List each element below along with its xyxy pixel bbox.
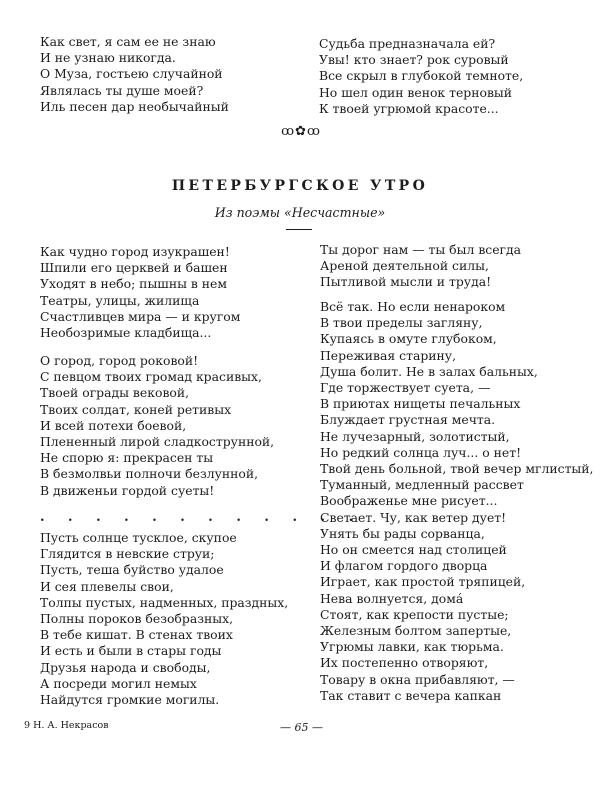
verse-line: В движеньи гордой суеты!	[40, 482, 215, 498]
verse-line: Все скрыл в глубокой темноте,	[319, 68, 524, 84]
omission-dots: . . . . . . . . . . . .	[40, 510, 363, 525]
verse-line: Светает. Чу, как ветер дует!	[320, 509, 507, 525]
verse-line: Стоят, как крепости пустые;	[320, 606, 509, 622]
verse-line: А посреди могил немых	[40, 675, 197, 691]
right-column-stanza-1	[320, 242, 521, 291]
verse-line: Воображенье мне рисует...	[320, 493, 498, 509]
verse-line: Уходят в небо; пышны в нем	[40, 276, 228, 292]
verse-line: Пытливой мысли и труда!	[320, 274, 492, 290]
poem-title: ПЕТЕРБУРГСКОЕ УТРО	[171, 178, 429, 194]
right-column-stanza-2	[320, 299, 594, 704]
verse-line: Толпы пустых, надменных, праздных,	[40, 594, 289, 610]
verse-line: Твоих солдат, коней ретивых	[40, 401, 232, 417]
verse-line: Но он смеется над столицей	[320, 542, 507, 558]
verse-line: Нева волнуется, домá	[320, 590, 464, 606]
verse-line: Так ставит с вечера капкан	[320, 687, 502, 703]
verse-line: Железным болтом запертые,	[320, 623, 512, 639]
verse-line: Плененный лирой сладкострунной,	[40, 434, 275, 450]
verse-line: Пусть солнце тусклое, скупое	[40, 530, 237, 545]
verse-line: Найдутся громкие могилы.	[40, 692, 220, 708]
verse-line: О Муза, гостьею случайной	[40, 66, 223, 82]
verse-line: Не спорю я: прекрасен ты	[40, 450, 214, 466]
left-column-stanza-1	[40, 244, 240, 341]
verse-line: Являлась ты душе моей?	[40, 82, 204, 98]
title-divider	[286, 229, 312, 230]
verse-line: Судьба предназначала ей?	[319, 36, 496, 51]
verse-line: Где торжествует суета, —	[320, 380, 491, 396]
verse-line: В тебе кишат. В стенах твоих	[40, 627, 233, 643]
verse-line: Переживая старину,	[320, 347, 457, 363]
verse-line: Как чудно город изукрашен!	[40, 244, 230, 259]
verse-line: Театры, улицы, жилища	[40, 292, 200, 308]
page-number: — 65 —	[280, 721, 323, 734]
verse-line: И есть и были в стары годы	[40, 643, 222, 659]
verse-line: Унять бы рады сорванца,	[320, 525, 485, 541]
verse-line: Счастливцев мира — и кругом	[40, 308, 241, 324]
verse-line: Но редкий солнца луч... о нет!	[320, 444, 522, 460]
verse-line: Твоей ограды вековой,	[40, 385, 190, 401]
top-poem-left-column	[40, 34, 229, 115]
verse-line: В твои пределы загляну,	[320, 315, 483, 331]
verse-line: В приютах нищеты печальных	[320, 396, 521, 412]
verse-line: Полны пороков безобразных,	[40, 611, 234, 627]
verse-line: С певцом твоих громад красивых,	[40, 369, 262, 385]
verse-line: Туманный, медленный рассвет	[320, 477, 524, 493]
verse-line: Увы! кто знает? рок суровый	[319, 52, 509, 68]
verse-line: О город, город роковой!	[40, 353, 199, 368]
verse-line: Ты дорог нам — ты был всегда	[320, 242, 522, 257]
top-poem-right-column	[319, 36, 523, 117]
verse-line: Шпили его церквей и башен	[40, 260, 228, 276]
verse-line: Как свет, я сам ее не знаю	[40, 34, 216, 49]
poem-subtitle: Из поэмы «Несчастные»	[214, 205, 386, 220]
verse-line: Товару в окна прибавляют, —	[320, 671, 515, 687]
verse-line: Твой день больной, твой вечер мглистый,	[320, 461, 594, 477]
verse-line: И флагом гордого дворца	[320, 558, 488, 574]
section-ornament: ꝏ✿ꝏ	[281, 124, 321, 139]
left-column-stanza-2	[40, 353, 274, 499]
verse-line: Блуждает грустная мечта.	[320, 412, 496, 428]
verse-line: И сея плевелы свои,	[40, 578, 174, 594]
verse-line: Необозримые кладбища...	[40, 325, 212, 341]
verse-line: Их постепенно отворяют,	[320, 655, 489, 671]
verse-line: Угрюмы лавки, как тюрьма.	[320, 639, 504, 655]
verse-line: Глядится в невские струи;	[40, 546, 215, 562]
verse-line: Но шел один венок терновый	[319, 84, 513, 100]
verse-line: Ареной деятельной силы,	[320, 258, 489, 274]
verse-line: Пусть, теша буйство удалое	[40, 562, 224, 578]
verse-line: Играет, как простой тряпицей,	[320, 574, 526, 590]
verse-line: И не узнаю никогда.	[40, 50, 176, 66]
verse-line: Купаясь в омуте глубоком,	[320, 331, 497, 347]
verse-line: Всё так. Но если ненароком	[320, 299, 506, 314]
verse-line: Душа болит. Не в залах бальных,	[320, 363, 538, 379]
printer-signature: 9 Н. А. Некрасов	[24, 720, 109, 731]
verse-line: И всей потехи боевой,	[40, 417, 187, 433]
verse-line: Не лучезарный, золотистый,	[320, 428, 510, 444]
left-column-stanza-3	[40, 530, 288, 708]
verse-line: Иль песен дар необычайный	[40, 98, 229, 114]
verse-line: К твоей угрюмой красоте...	[319, 100, 499, 116]
verse-line: Друзья народа и свободы,	[40, 659, 211, 675]
verse-line: В безмолвьи полночи безлунной,	[40, 466, 259, 482]
